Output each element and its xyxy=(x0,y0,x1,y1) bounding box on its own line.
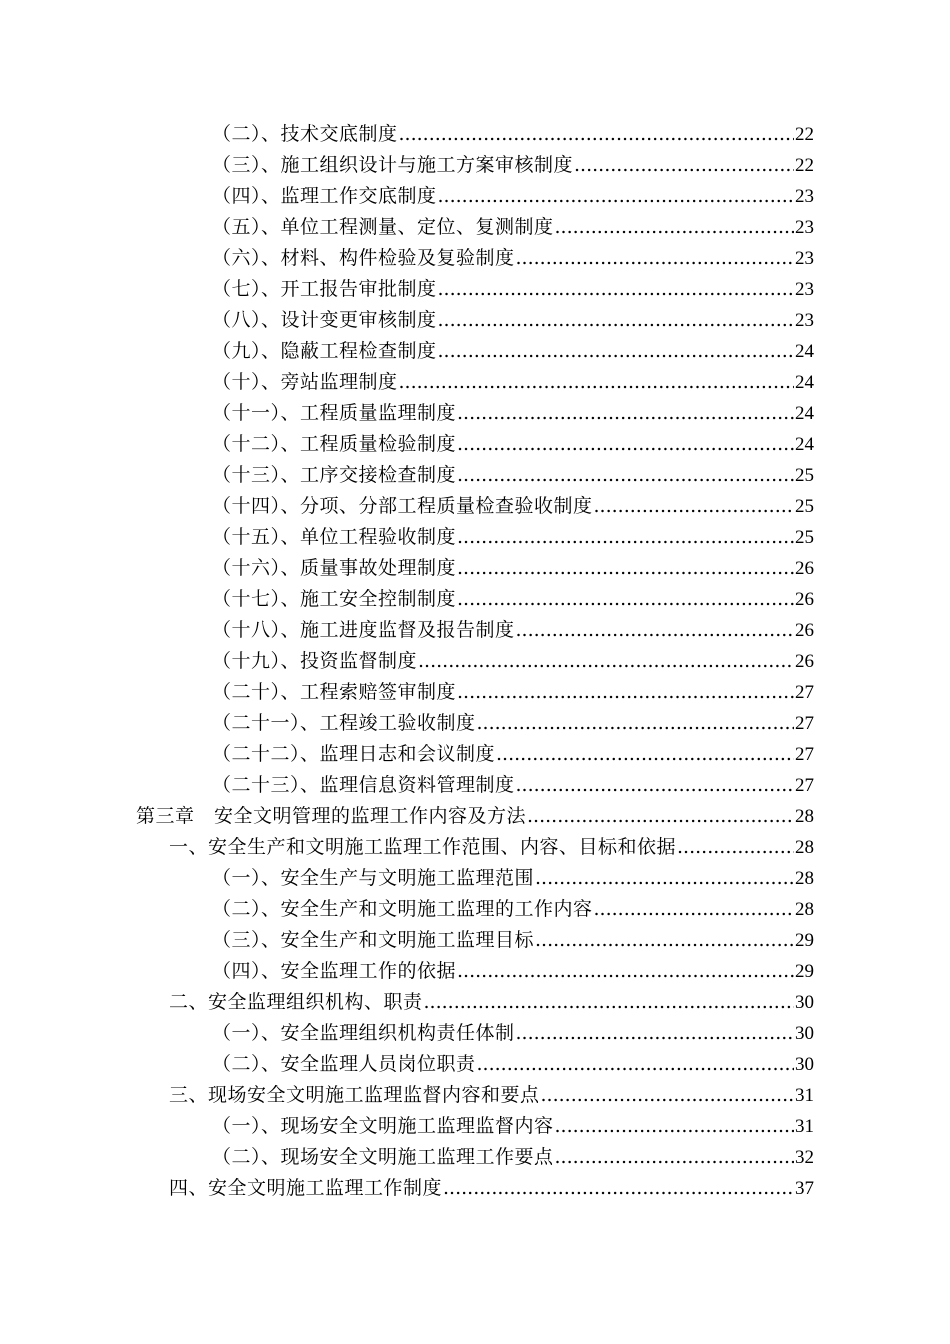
toc-entry[interactable] xyxy=(0,863,950,894)
dot-leader xyxy=(457,584,794,615)
toc-entry-page-number: 23 xyxy=(795,248,814,269)
dot-leader xyxy=(594,491,794,522)
toc-entry-title: （九）、隐蔽工程检查制度 xyxy=(212,340,437,362)
toc-entry-page-number: 31 xyxy=(795,1085,814,1106)
toc-entry-line xyxy=(212,956,814,987)
dot-leader xyxy=(457,429,794,460)
toc-entry[interactable] xyxy=(0,739,950,770)
toc-entry-title: （二）、技术交底制度 xyxy=(212,123,398,145)
dot-leader xyxy=(477,708,794,739)
toc-entry[interactable] xyxy=(0,894,950,925)
toc-entry-title: （十七）、施工安全控制制度 xyxy=(212,588,457,610)
toc-entry-page-number: 22 xyxy=(795,155,814,176)
toc-entry[interactable] xyxy=(0,584,950,615)
toc-entry-title: （二）、安全生产和文明施工监理的工作内容 xyxy=(212,898,593,920)
toc-entry-page-number: 26 xyxy=(795,558,814,579)
dot-leader xyxy=(457,522,794,553)
toc-entry-page-number: 22 xyxy=(795,124,814,145)
dot-leader xyxy=(555,212,794,243)
dot-leader xyxy=(535,863,794,894)
toc-entry-line xyxy=(212,677,814,708)
toc-entry[interactable] xyxy=(0,398,950,429)
dot-leader xyxy=(555,1142,794,1173)
toc-entry-page-number: 25 xyxy=(795,527,814,548)
toc-entry-title: （十九）、投资监督制度 xyxy=(212,650,418,672)
toc-entry[interactable] xyxy=(0,801,950,832)
toc-entry[interactable] xyxy=(0,212,950,243)
toc-entry-page-number: 26 xyxy=(795,589,814,610)
toc-entry-title: （八）、设计变更审核制度 xyxy=(212,309,437,331)
toc-entry-line xyxy=(212,1018,814,1049)
toc-entry-title: （二十）、工程索赔签审制度 xyxy=(212,681,457,703)
toc-entry-line xyxy=(212,336,814,367)
dot-leader xyxy=(438,305,794,336)
toc-entry-line xyxy=(212,522,814,553)
toc-entry-line xyxy=(169,1080,814,1111)
toc-entry-line xyxy=(212,646,814,677)
dot-leader xyxy=(457,553,794,584)
toc-entry[interactable] xyxy=(0,1080,950,1111)
toc-entry-page-number: 29 xyxy=(795,961,814,982)
toc-entry-line xyxy=(212,491,814,522)
toc-entry-title: （十）、旁站监理制度 xyxy=(212,371,398,393)
toc-entry[interactable] xyxy=(0,677,950,708)
toc-entry-page-number: 30 xyxy=(795,992,814,1013)
toc-entry-page-number: 28 xyxy=(795,899,814,920)
toc-entry-title: （二十三）、监理信息资料管理制度 xyxy=(212,774,515,796)
toc-entry-title: 第三章 安全文明管理的监理工作内容及方法 xyxy=(136,805,527,827)
toc-entry[interactable] xyxy=(0,150,950,181)
toc-entry-title: （一）、安全生产与文明施工监理范围 xyxy=(212,867,535,889)
toc-entry[interactable] xyxy=(0,522,950,553)
toc-entry-page-number: 37 xyxy=(795,1178,814,1199)
toc-entry-title: （二十二）、监理日志和会议制度 xyxy=(212,743,496,765)
toc-entry-line xyxy=(212,367,814,398)
toc-entry-line xyxy=(212,429,814,460)
toc-entry-title: （十三）、工序交接检查制度 xyxy=(212,464,457,486)
dot-leader xyxy=(457,956,794,987)
toc-entry-page-number: 24 xyxy=(795,403,814,424)
toc-entry-line xyxy=(212,553,814,584)
toc-entry-title: （二十一）、工程竣工验收制度 xyxy=(212,712,476,734)
toc-entry[interactable] xyxy=(0,615,950,646)
dot-leader xyxy=(555,1111,794,1142)
toc-entry[interactable] xyxy=(0,274,950,305)
dot-leader xyxy=(424,987,794,1018)
toc-entry[interactable] xyxy=(0,1173,950,1204)
toc-entry-title: 二、安全监理组织机构、职责 xyxy=(169,991,423,1013)
dot-leader xyxy=(457,460,794,491)
dot-leader xyxy=(516,243,794,274)
toc-entry-line xyxy=(212,584,814,615)
toc-entry-line xyxy=(212,894,814,925)
toc-entry-line xyxy=(212,460,814,491)
toc-entry-line xyxy=(212,181,814,212)
toc-entry-page-number: 24 xyxy=(795,372,814,393)
toc-entry-line xyxy=(212,119,814,150)
toc-entry-line xyxy=(212,398,814,429)
toc-entry[interactable] xyxy=(0,646,950,677)
toc-entry-page-number: 25 xyxy=(795,465,814,486)
dot-leader xyxy=(418,646,794,677)
toc-entry[interactable] xyxy=(0,925,950,956)
toc-entry[interactable] xyxy=(0,956,950,987)
toc-entry[interactable] xyxy=(0,1111,950,1142)
toc-entry[interactable] xyxy=(0,770,950,801)
toc-entry-title: （十六）、质量事故处理制度 xyxy=(212,557,457,579)
toc-entry[interactable] xyxy=(0,1018,950,1049)
toc-entry-line xyxy=(212,1111,814,1142)
toc-entry-page-number: 29 xyxy=(795,930,814,951)
dot-leader xyxy=(594,894,794,925)
toc-entry-page-number: 30 xyxy=(795,1054,814,1075)
toc-entry[interactable] xyxy=(0,1049,950,1080)
toc-entry[interactable] xyxy=(0,832,950,863)
toc-entry-page-number: 28 xyxy=(795,806,814,827)
toc-entry-line xyxy=(169,987,814,1018)
toc-entry-line xyxy=(212,615,814,646)
dot-leader xyxy=(516,1018,794,1049)
toc-entry[interactable] xyxy=(0,305,950,336)
toc-entry-line xyxy=(212,212,814,243)
dot-leader xyxy=(496,739,794,770)
toc-entry-page-number: 23 xyxy=(795,310,814,331)
toc-entry-line xyxy=(212,708,814,739)
toc-entry-line xyxy=(212,770,814,801)
toc-entry-page-number: 24 xyxy=(795,341,814,362)
toc-entry-page-number: 32 xyxy=(795,1147,814,1168)
toc-entry-title: （十八）、施工进度监督及报告制度 xyxy=(212,619,515,641)
toc-entry-line xyxy=(212,1142,814,1173)
toc-entry-title: （六）、材料、构件检验及复验制度 xyxy=(212,247,515,269)
toc-entry-line xyxy=(169,1173,814,1204)
toc-entry-page-number: 28 xyxy=(795,837,814,858)
toc-entry-line xyxy=(212,274,814,305)
toc-entry-title: （十四）、分项、分部工程质量检查验收制度 xyxy=(212,495,593,517)
toc-entry[interactable] xyxy=(0,367,950,398)
toc-entry-title: （二）、现场安全文明施工监理工作要点 xyxy=(212,1146,554,1168)
toc-entry-page-number: 31 xyxy=(795,1116,814,1137)
toc-entry[interactable] xyxy=(0,460,950,491)
toc-entry-page-number: 23 xyxy=(795,186,814,207)
toc-entry-title: （十二）、工程质量检验制度 xyxy=(212,433,457,455)
toc-entry-line xyxy=(212,925,814,956)
toc-entry-title: （一）、安全监理组织机构责任体制 xyxy=(212,1022,515,1044)
toc-entry-title: （十一）、工程质量监理制度 xyxy=(212,402,457,424)
toc-entry[interactable] xyxy=(0,491,950,522)
toc-entry-line xyxy=(212,863,814,894)
toc-entry[interactable] xyxy=(0,336,950,367)
toc-entry-title: （二）、安全监理人员岗位职责 xyxy=(212,1053,476,1075)
toc-entry[interactable] xyxy=(0,708,950,739)
dot-leader xyxy=(516,770,794,801)
toc-entry-title: （一）、现场安全文明施工监理监督内容 xyxy=(212,1115,554,1137)
toc-entry[interactable] xyxy=(0,553,950,584)
toc-entry-page-number: 27 xyxy=(795,682,814,703)
dot-leader xyxy=(438,274,794,305)
toc-entry[interactable] xyxy=(0,119,950,150)
toc-entry-title: （三）、安全生产和文明施工监理目标 xyxy=(212,929,535,951)
toc-entry[interactable] xyxy=(0,243,950,274)
dot-leader xyxy=(457,398,794,429)
toc-entry-title: （七）、开工报告审批制度 xyxy=(212,278,437,300)
dot-leader xyxy=(438,181,794,212)
toc-entry-page-number: 30 xyxy=(795,1023,814,1044)
toc-entry[interactable] xyxy=(0,1142,950,1173)
toc-entry-line xyxy=(212,739,814,770)
toc-entry-page-number: 28 xyxy=(795,868,814,889)
toc-entry-title: 一、安全生产和文明施工监理工作范围、内容、目标和依据 xyxy=(169,836,677,858)
toc-entry-page-number: 26 xyxy=(795,651,814,672)
toc-entry-page-number: 24 xyxy=(795,434,814,455)
dot-leader xyxy=(399,119,794,150)
toc-entry-title: （十五）、单位工程验收制度 xyxy=(212,526,457,548)
toc-entry-line xyxy=(212,1049,814,1080)
dot-leader xyxy=(438,336,794,367)
dot-leader xyxy=(477,1049,794,1080)
toc-entry-title: 三、现场安全文明施工监理监督内容和要点 xyxy=(169,1084,540,1106)
dot-leader xyxy=(527,801,794,832)
toc-entry[interactable] xyxy=(0,181,950,212)
toc-entry-page-number: 27 xyxy=(795,744,814,765)
dot-leader xyxy=(541,1080,794,1111)
toc-entry-page-number: 27 xyxy=(795,775,814,796)
toc-entry-page-number: 23 xyxy=(795,217,814,238)
dot-leader xyxy=(443,1173,794,1204)
toc-entry[interactable] xyxy=(0,429,950,460)
toc-entry[interactable] xyxy=(0,987,950,1018)
dot-leader xyxy=(516,615,794,646)
toc-entry-line xyxy=(212,305,814,336)
dot-leader xyxy=(677,832,794,863)
toc-entry-title: （四）、监理工作交底制度 xyxy=(212,185,437,207)
toc-entry-page-number: 26 xyxy=(795,620,814,641)
toc-entry-line xyxy=(212,150,814,181)
toc-entry-line xyxy=(169,832,814,863)
dot-leader xyxy=(574,150,794,181)
toc-entry-title: （四）、安全监理工作的依据 xyxy=(212,960,457,982)
toc-entry-title: （五）、单位工程测量、定位、复测制度 xyxy=(212,216,554,238)
toc-entry-title: （三）、施工组织设计与施工方案审核制度 xyxy=(212,154,574,176)
dot-leader xyxy=(535,925,794,956)
table-of-contents xyxy=(0,119,950,1204)
toc-entry-page-number: 25 xyxy=(795,496,814,517)
toc-entry-line xyxy=(136,801,814,832)
dot-leader xyxy=(399,367,794,398)
dot-leader xyxy=(457,677,794,708)
toc-entry-page-number: 23 xyxy=(795,279,814,300)
toc-entry-title: 四、安全文明施工监理工作制度 xyxy=(169,1177,443,1199)
toc-entry-page-number: 27 xyxy=(795,713,814,734)
toc-entry-line xyxy=(212,243,814,274)
